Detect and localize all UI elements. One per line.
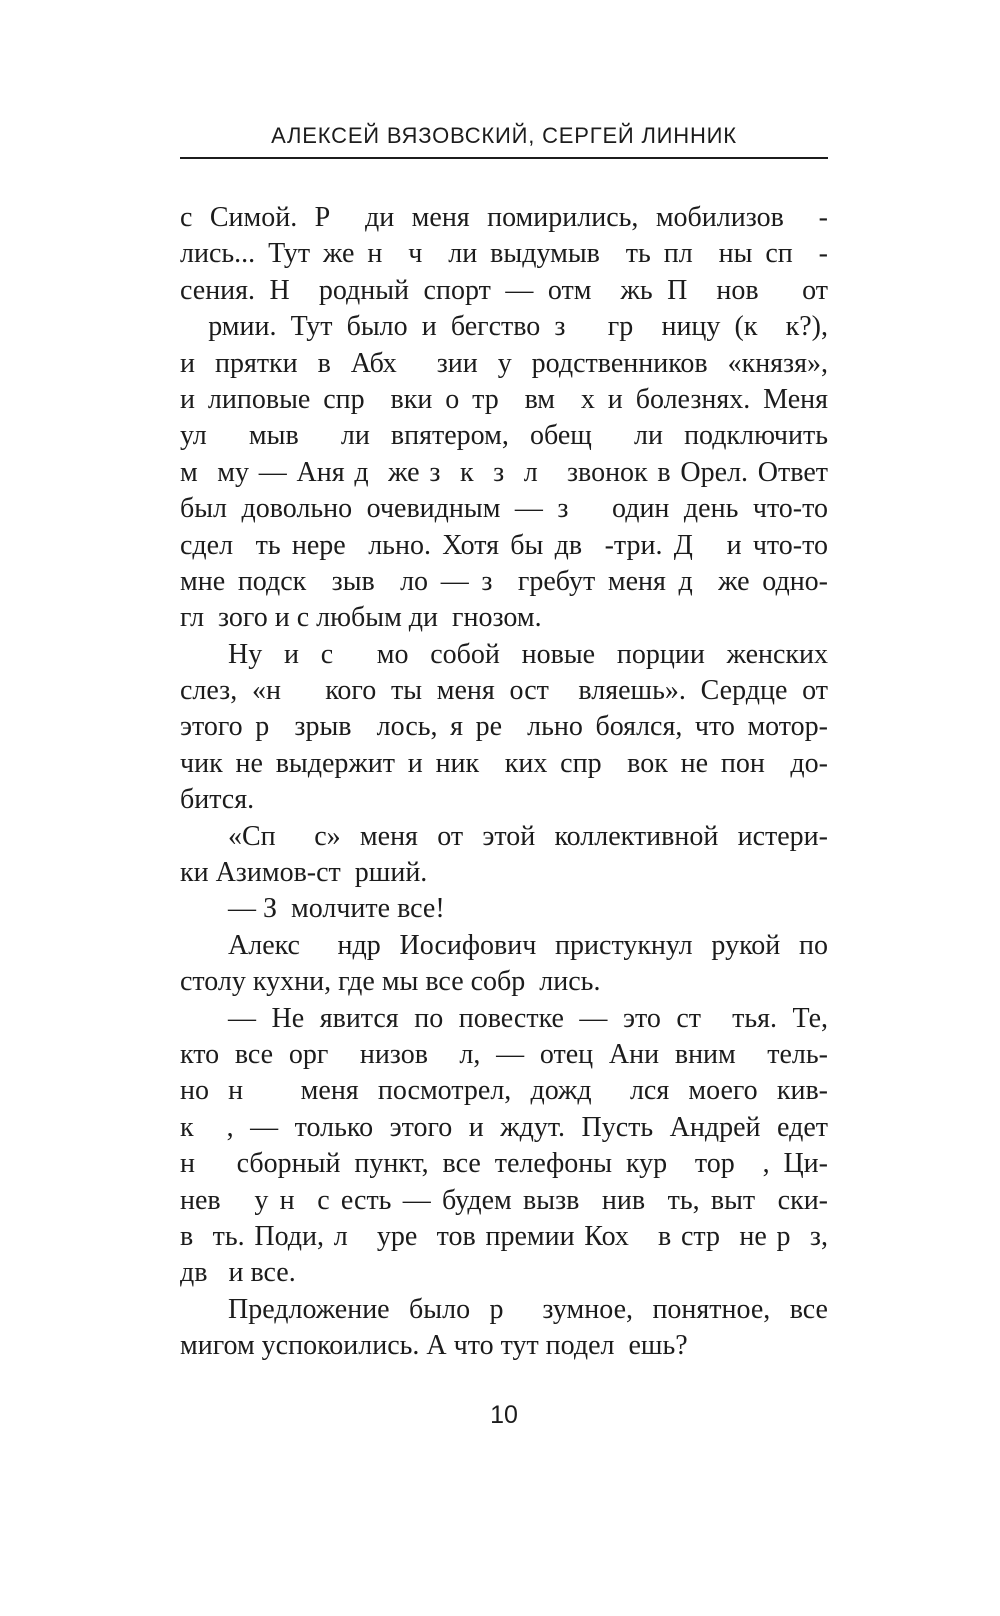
text-line: мигом успокоились. А что тут подел ешь? [180, 1330, 688, 1362]
text-line: Ну и с мо собой новые порции женских [228, 638, 828, 670]
text-line: ул мыв ли впятером, обещ ли подключить [180, 420, 828, 452]
text-line: Предложение было р зумное, понятное, все [228, 1293, 828, 1325]
text-line: ки Азимов-ст рший. [180, 857, 428, 889]
text-line: но н меня посмотрел, дожд лся моего кив- [180, 1075, 828, 1107]
text-line: — З молчите все! [228, 893, 445, 925]
text-line: сения. Н родный спорт — отм жь П нов от [180, 274, 828, 306]
text-line: н сборный пункт, все телефоны кур тор , Ци- [180, 1148, 828, 1180]
running-title: АЛЕКСЕЙ ВЯЗОВСКИЙ, СЕРГЕЙ ЛИННИК [271, 123, 737, 148]
text-line: с Симой. Р ди меня помирились, мобилизов - [180, 202, 828, 233]
text-line: к , — только этого и ждут. Пусть Андрей едет [180, 1111, 828, 1143]
paragraph [180, 200, 828, 637]
page-number: 10 [490, 1401, 518, 1429]
text-line: и прятки в Абх зии у родственников «князя», [180, 347, 828, 379]
text-line: чик не выдержит и ник ких спр вок не пон до- [180, 747, 828, 779]
text-line: — Не явится по повестке — это ст тья. Те, [228, 1002, 828, 1034]
text-line: гл зого и с любым ди гнозом. [180, 602, 542, 634]
paragraph [180, 819, 828, 892]
text-line: мне подск зыв ло — з гребут меня д же одно- [180, 565, 828, 597]
header-rule [180, 157, 828, 159]
text-line: бится. [180, 784, 255, 816]
text-line: рмии. Тут было и бегство з гр ницу (к к?), [180, 311, 828, 343]
text-line: нев у н с есть — будем вызв нив ть, выт ски- [180, 1184, 828, 1216]
paragraph [180, 928, 828, 1001]
text-line: дв и все. [180, 1257, 296, 1289]
text-line: столу кухни, где мы все собр лись. [180, 966, 601, 998]
paragraph [180, 891, 828, 927]
text-line: кто все орг низов л, — отец Ани вним тель- [180, 1038, 828, 1070]
text-line: м му — Аня д же з к з л звонок в Орел. Ответ [180, 456, 828, 488]
text-line: Алекс ндр Иосифович пристукнул рукой по [228, 929, 828, 961]
text-line: был довольно очевидным — з один день что-то [180, 493, 828, 525]
paragraph [180, 1292, 828, 1365]
paragraph [180, 637, 828, 819]
text-line: в ть. Поди, л уре тов премии Кох в стр не р з, [180, 1220, 828, 1252]
text-line: этого р зрыв лось, я ре льно боялся, что мотор- [180, 711, 828, 743]
text-line: слез, «н кого ты меня ост вляешь». Сердце от [180, 675, 828, 707]
text-line: «Сп с» меня от этой коллективной истери- [228, 820, 828, 852]
text-line: сдел ть нере льно. Хотя бы дв -три. Д и что-то [180, 529, 828, 561]
paragraph [180, 1001, 828, 1292]
text-line: и липовые спр вки о тр вм х и болезнях. Меня [180, 383, 828, 415]
text-line: лись... Тут же н ч ли выдумыв ть пл ны сп - [180, 238, 828, 270]
body-text [180, 200, 828, 1365]
